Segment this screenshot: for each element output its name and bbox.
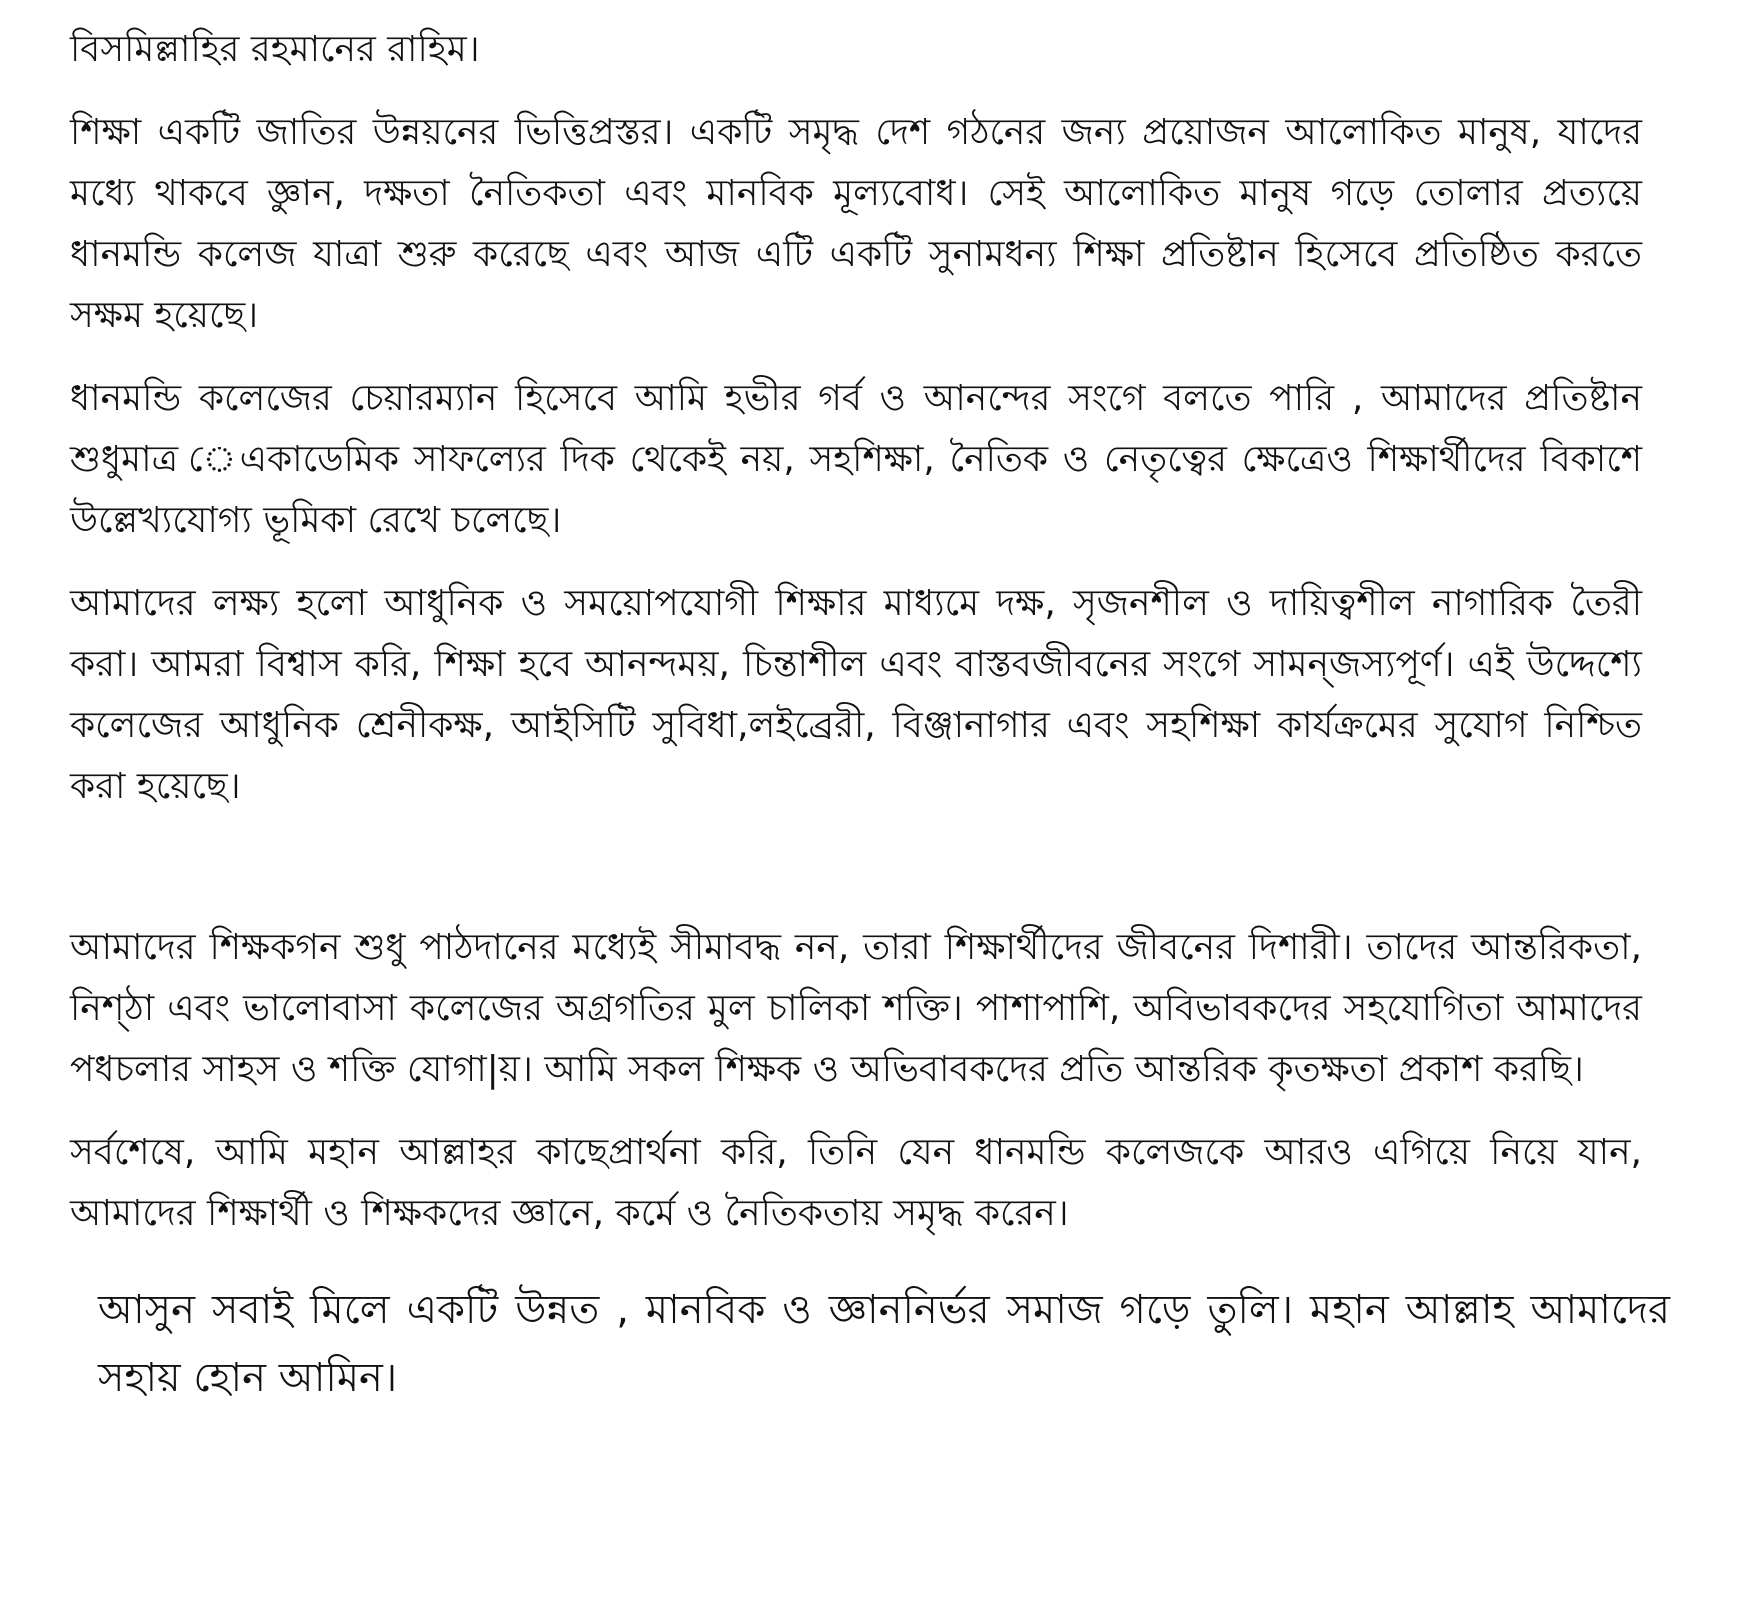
document-page [70, 20, 1670, 1412]
paragraph-teachers: আমাদের শিক্ষকগন শুধু পাঠদানের মধ্যেই সীমাবদ্ধ নন, তারা শিক্ষার্থীদের জীবনের দিশারী। তাদের আন্তরিকতা, নিশ্ঠা এবং ভালোবাসা কলেজের অগ্রগতির মুল চালিকা শক্তি। পাশাপাশি, অবিভাবকদের সহযোগিতা আমাদের পধচলার সাহস ও শক্তি যোগা|য়। আমি সকল শিক্ষক ও অভিবাবকদের প্রতি আন্তরিক কৃতক্ষতা প্রকাশ করছি। [70, 927, 1642, 1090]
paragraph-chairman-pride: ধানমন্ডি কলেজের চেয়ারম্যান হিসেবে আমি হভীর গর্ব ও আনন্দের সংগে বলতে পারি , আমাদের প্রতিষ্টান শুধুমাত্র েএকাডেমিক সাফল্যের দিক থেকেই নয়, সহশিক্ষা, নৈতিক ও নেতৃত্বের ক্ষেত্রেও শিক্ষার্থীদের বিকাশে উল্লেখ্যযোগ্য ভূমিকা রেখে চলেছে। [70, 378, 1642, 541]
greeting-line: বিসমিল্লাহির রহমানের রাহিম। [70, 29, 480, 70]
paragraph-prayer: সর্বশেষে, আমি মহান আল্লাহর কাছেপ্রার্থনা করি, তিনি যেন ধানমন্ডি কলেজকে আরও এগিয়ে নিয়ে যান, আমাদের শিক্ষার্থী ও শিক্ষকদের জ্ঞানে, কর্মে ও নৈতিকতায় সমৃদ্ধ করেন। [70, 1132, 1642, 1234]
paragraph-goals: আমাদের লক্ষ্য হলো আধুনিক ও সময়োপযোগী শিক্ষার মাধ্যমে দক্ষ, সৃজনশীল ও দায়িত্বশীল নাগারিক তৈরী করা। আমরা বিশ্বাস করি, শিক্ষা হবে আনন্দময়, চিন্তাশীল এবং বাস্তবজীবনের সংগে সামন্জস্যপূর্ণ। এই উদ্দেশ্যে কলেজের আধুনিক শ্রেনীকক্ষ, আইসিটি সুবিধা,লইব্রেরী, বিঞ্জানাগার এবং সহশিক্ষা কার্যক্রমের সুযোগ নিশ্চিত করা হয়েছে। [70, 583, 1642, 807]
closing-statement: আসুন সবাই মিলে একটি উন্নত , মানবিক ও জ্ঞাননির্ভর সমাজ গড়ে তুলি। মহান আল্লাহ আমাদের সহায় হোন আমিন। [98, 1287, 1670, 1401]
paragraph-introduction: শিক্ষা একটি জাতির উন্নয়নের ভিত্তিপ্রস্তর। একটি সমৃদ্ধ দেশ গঠনের জন্য প্রয়োজন আলোকিত মানুষ, যাদের মধ্যে থাকবে জ্ঞাুন, দক্ষতা নৈতিকতা এবং মানবিক মূল্যবোধ। সেই আলোকিত মানুষ গড়ে তোলার প্রত্যয়ে ধানমন্ডি কলেজ যাত্রা শুরু করেছে এবং আজ এটি একটি সুনামধন্য শিক্ষা প্রতিষ্টান হিসেবে প্রতিষ্ঠিত করতে সক্ষম হয়েছে। [70, 112, 1642, 336]
